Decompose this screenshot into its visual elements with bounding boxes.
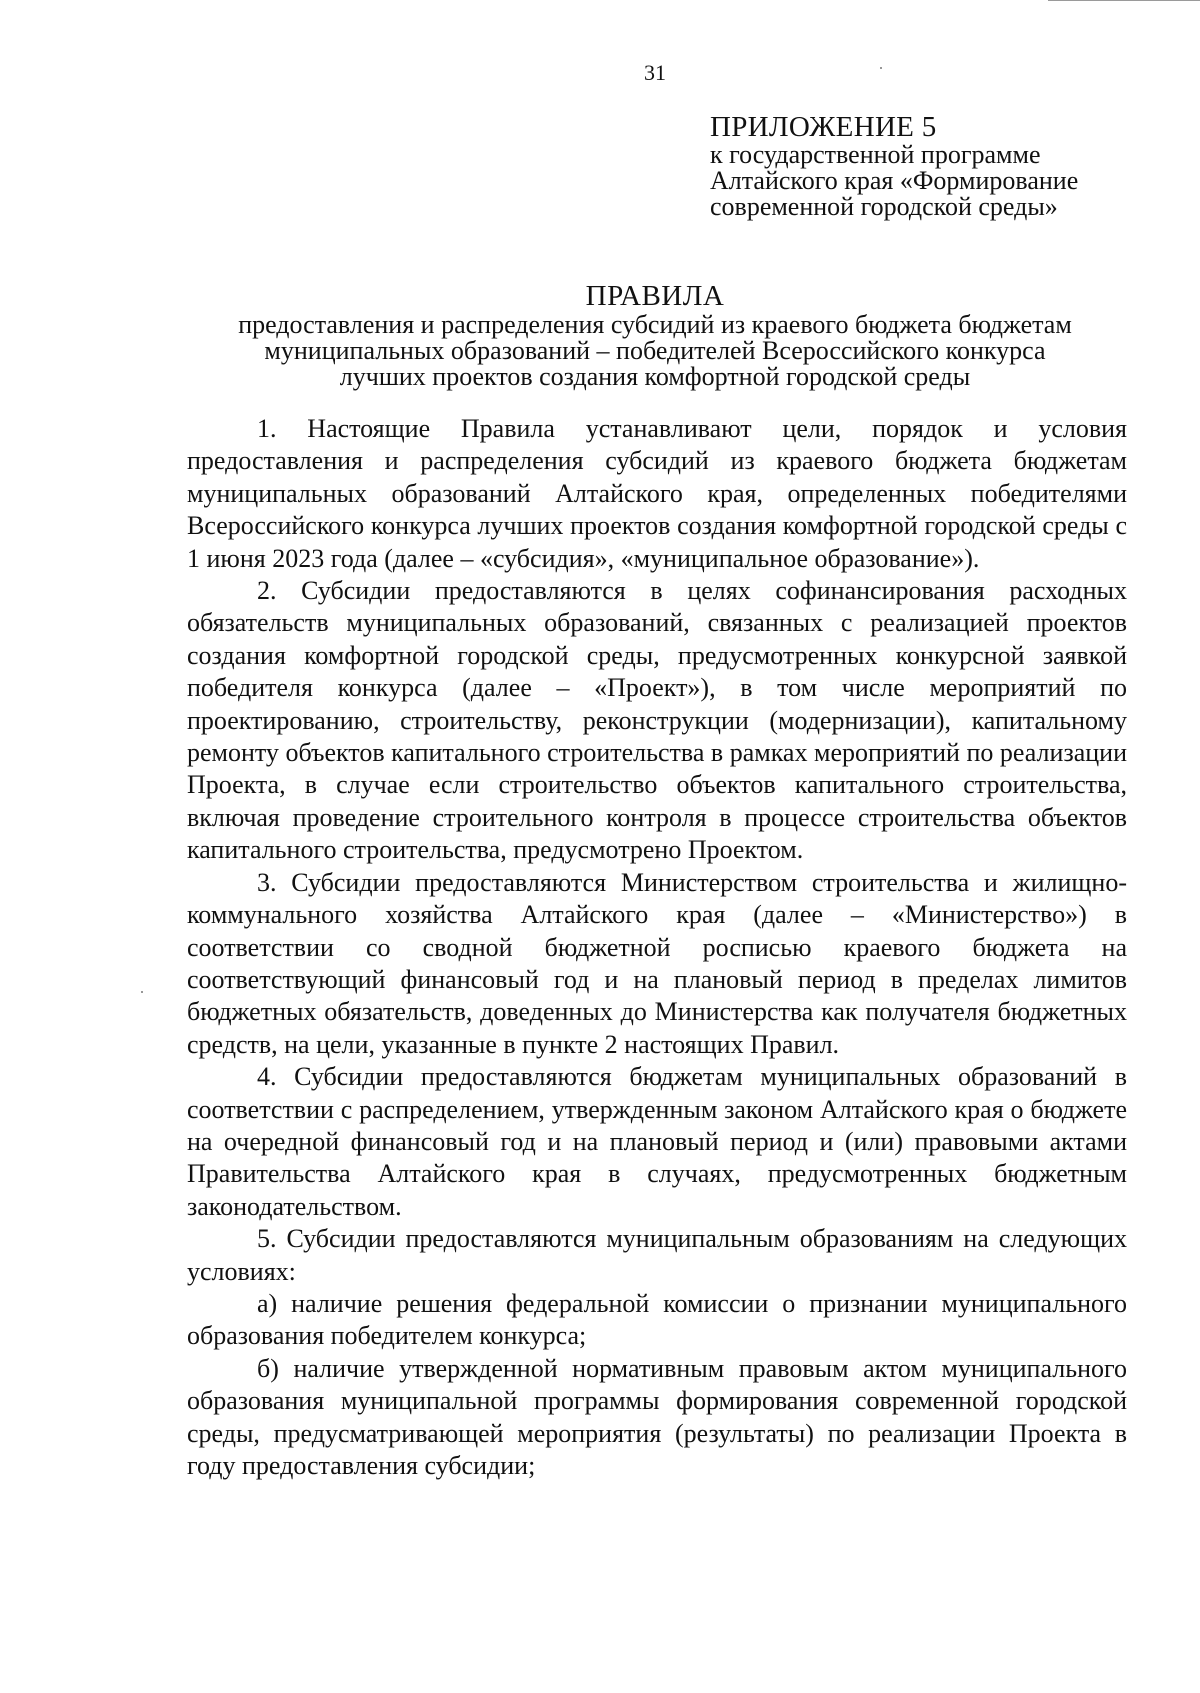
heading-subtitle-line: муниципальных образований – победителей Всероссийского конкурса	[264, 336, 1046, 365]
document-heading	[180, 280, 1130, 390]
subparagraph-b: б) наличие утвержденной нормативным правовым актом муниципального образования муниципальной программы формирования современной городской среды, предусматривающей мероприятия (результаты) по реализации Проекта в году предоставления субсидии;	[187, 1353, 1127, 1480]
document-body	[187, 413, 1127, 1482]
appendix-line: Алтайского края «Формирование	[710, 166, 1079, 195]
appendix-block	[710, 112, 1190, 220]
heading-subtitle-line: лучших проектов создания комфортной городской среды	[339, 362, 971, 391]
scan-edge-line	[1048, 0, 1200, 1]
paragraph-2: 2. Субсидии предоставляются в целях софинансирования расходных обязательств муниципальных образований, связанных с реализацией проектов создания комфортной городской среды, предусмотренных конкурсной заявкой победителя конкурса (далее – «Проект»), в том числе мероприятий по проектированию, строительству, реконструкции (модернизации), капитальному ремонту объектов капитального строительства в рамках мероприятий по реализации Проекта, в случае если строительство объектов капитального строительства, включая проведение строительного контроля в процессе строительства объектов капитального строительства, предусмотрено Проектом.	[187, 576, 1127, 865]
paragraph-4: 4. Субсидии предоставляются бюджетам муниципальных образований в соответствии с распределением, утвержденным законом Алтайского края о бюджете на очередной финансовый год и на плановый период и (или) правовыми актами Правительства Алтайского края в случаях, предусмотренных бюджетным законодательством.	[187, 1062, 1127, 1221]
scan-speck	[141, 991, 143, 993]
page-number: 31	[644, 60, 666, 85]
subparagraph-a: а) наличие решения федеральной комиссии о признании муниципального образования победителем конкурса;	[187, 1288, 1127, 1351]
paragraph-1: 1. Настоящие Правила устанавливают цели, порядок и условия предоставления и распределения субсидий из краевого бюджета бюджетам муниципальных образований Алтайского края, определенных победителями Всероссийского конкурса лучших проектов создания комфортной городской среды с 1 июня 2023 года (далее – «субсидия», «муниципальное образование»).	[187, 414, 1127, 573]
appendix-line: к государственной программе	[710, 140, 1041, 169]
appendix-title: ПРИЛОЖЕНИЕ 5	[710, 111, 937, 143]
heading-subtitle-line: предоставления и распределения субсидий из краевого бюджета бюджетам	[238, 310, 1072, 339]
paragraph-3: 3. Субсидии предоставляются Министерством строительства и жилищно-коммунального хозяйства Алтайского края (далее – «Министерство») в соответствии со сводной бюджетной росписью краевого бюджета на соответствующий финансовый год и на плановый период в пределах лимитов бюджетных обязательств, доведенных до Министерства как получателя бюджетных средств, на цели, указанные в пункте 2 настоящих Правил.	[187, 867, 1127, 1059]
appendix-line: современной городской среды»	[710, 192, 1058, 221]
heading-title: ПРАВИЛА	[585, 280, 725, 312]
paragraph-5: 5. Субсидии предоставляются муниципальным образованиям на следующих условиях:	[187, 1224, 1127, 1286]
